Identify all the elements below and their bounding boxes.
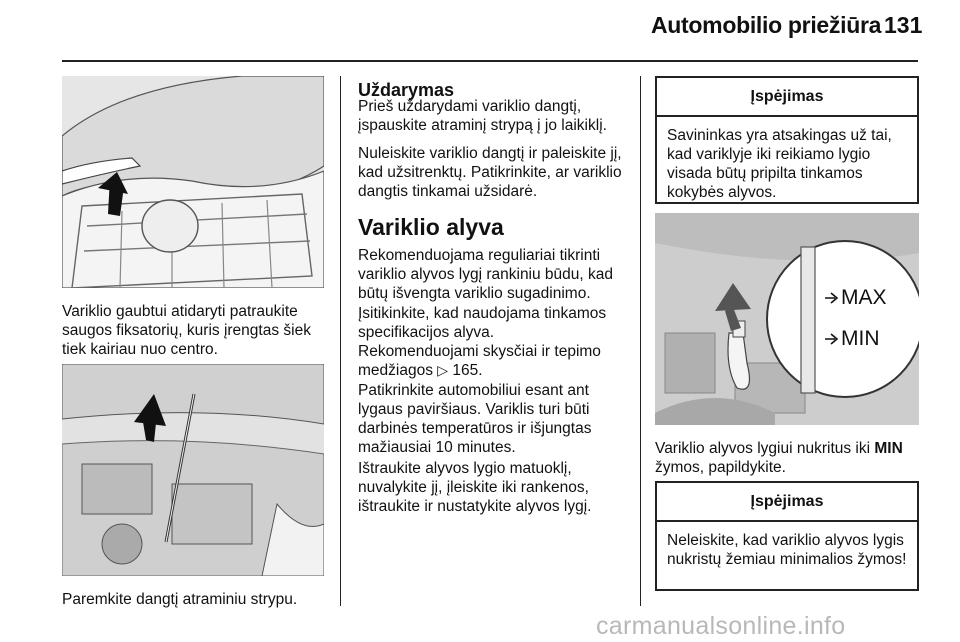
oil-paragraph-2 xyxy=(358,304,628,380)
oil-paragraph-3: Patikrinkite automobiliui esant ant lygaus paviršiaus. Variklis turi būti darbinės temperatūros ir išjungtas mažiausiai 10 minutes. xyxy=(358,382,592,456)
dipstick-caption-min: MIN xyxy=(874,440,903,457)
page-number: 131 xyxy=(884,12,923,38)
closing-subheading: Uždarymas xyxy=(358,80,455,100)
reference-arrow-icon: ▷ xyxy=(437,362,449,378)
closing-paragraph-1: Prieš uždarydami variklio dangtį, įspauskite atraminį strypą į jo laikiklį. xyxy=(358,98,607,134)
support-rod-illustration xyxy=(62,364,324,576)
support-rod-caption: Paremkite dangtį atraminiu strypu. xyxy=(62,591,298,608)
closing-paragraph-2: Nuleiskite variklio dangtį ir paleiskite jį, kad užsitrenktų. Patikrinkite, ar variklio dangtis tinkamai užsidarė. xyxy=(358,145,622,200)
dipstick-caption-end: žymos, papildykite. xyxy=(655,459,786,476)
oil-paragraph-4: Ištraukite alyvos lygio matuoklį, nuvalykite jį, įleiskite iki rankenos, ištraukite ir nustatykite alyvos lygį. xyxy=(358,460,592,515)
dipstick-min-label: MIN xyxy=(841,327,880,350)
dipstick-caption-start: Variklio alyvos lygiui nukritus iki xyxy=(655,440,871,457)
header-divider xyxy=(62,60,918,62)
hood-release-illustration xyxy=(62,76,324,288)
oil-spec-text: Įsitikinkite, kad naudojama tinkamos specifikacijos alyva. xyxy=(358,305,607,341)
warning-title: Įspėjimas xyxy=(657,78,917,117)
oil-paragraph-1: Rekomenduojama reguliariai tikrinti variklio alyvos lygį rankiniu būdu, kad būtų išvengta variklio sugadinimo. xyxy=(358,247,614,302)
dipstick-max-label: MAX xyxy=(841,286,887,309)
watermark-logo: carmanualsonline.info xyxy=(596,612,846,640)
dipstick-caption xyxy=(655,439,921,477)
column-divider-left xyxy=(340,76,341,606)
dipstick-illustration xyxy=(655,213,919,425)
warning-box-min-level xyxy=(655,481,919,591)
oil-fluids-text: Rekomenduojami skysčiai ir tepimo medžiagos xyxy=(358,343,601,379)
hood-release-caption: Variklio gaubtui atidaryti patraukite saugos fiksatorių, kuris įrengtas šiek tiek kairiau nuo centro. xyxy=(62,303,311,358)
warning-text: Savininkas yra atsakingas už tai, kad variklyje iki reikiamo lygio visada būtų pripilta tinkamos kokybės alyvos. xyxy=(667,127,892,201)
page-title: Automobilio priežiūra xyxy=(651,12,882,38)
warning-title-2: Įspėjimas xyxy=(657,483,917,522)
column-divider-right xyxy=(640,76,641,606)
oil-ref-page[interactable]: 165. xyxy=(452,362,483,379)
warning-text-2: Neleiskite, kad variklio alyvos lygis nukristų žemiau minimalios žymos! xyxy=(667,532,907,568)
warning-box-owner xyxy=(655,76,919,204)
engine-oil-heading: Variklio alyva xyxy=(358,214,504,240)
